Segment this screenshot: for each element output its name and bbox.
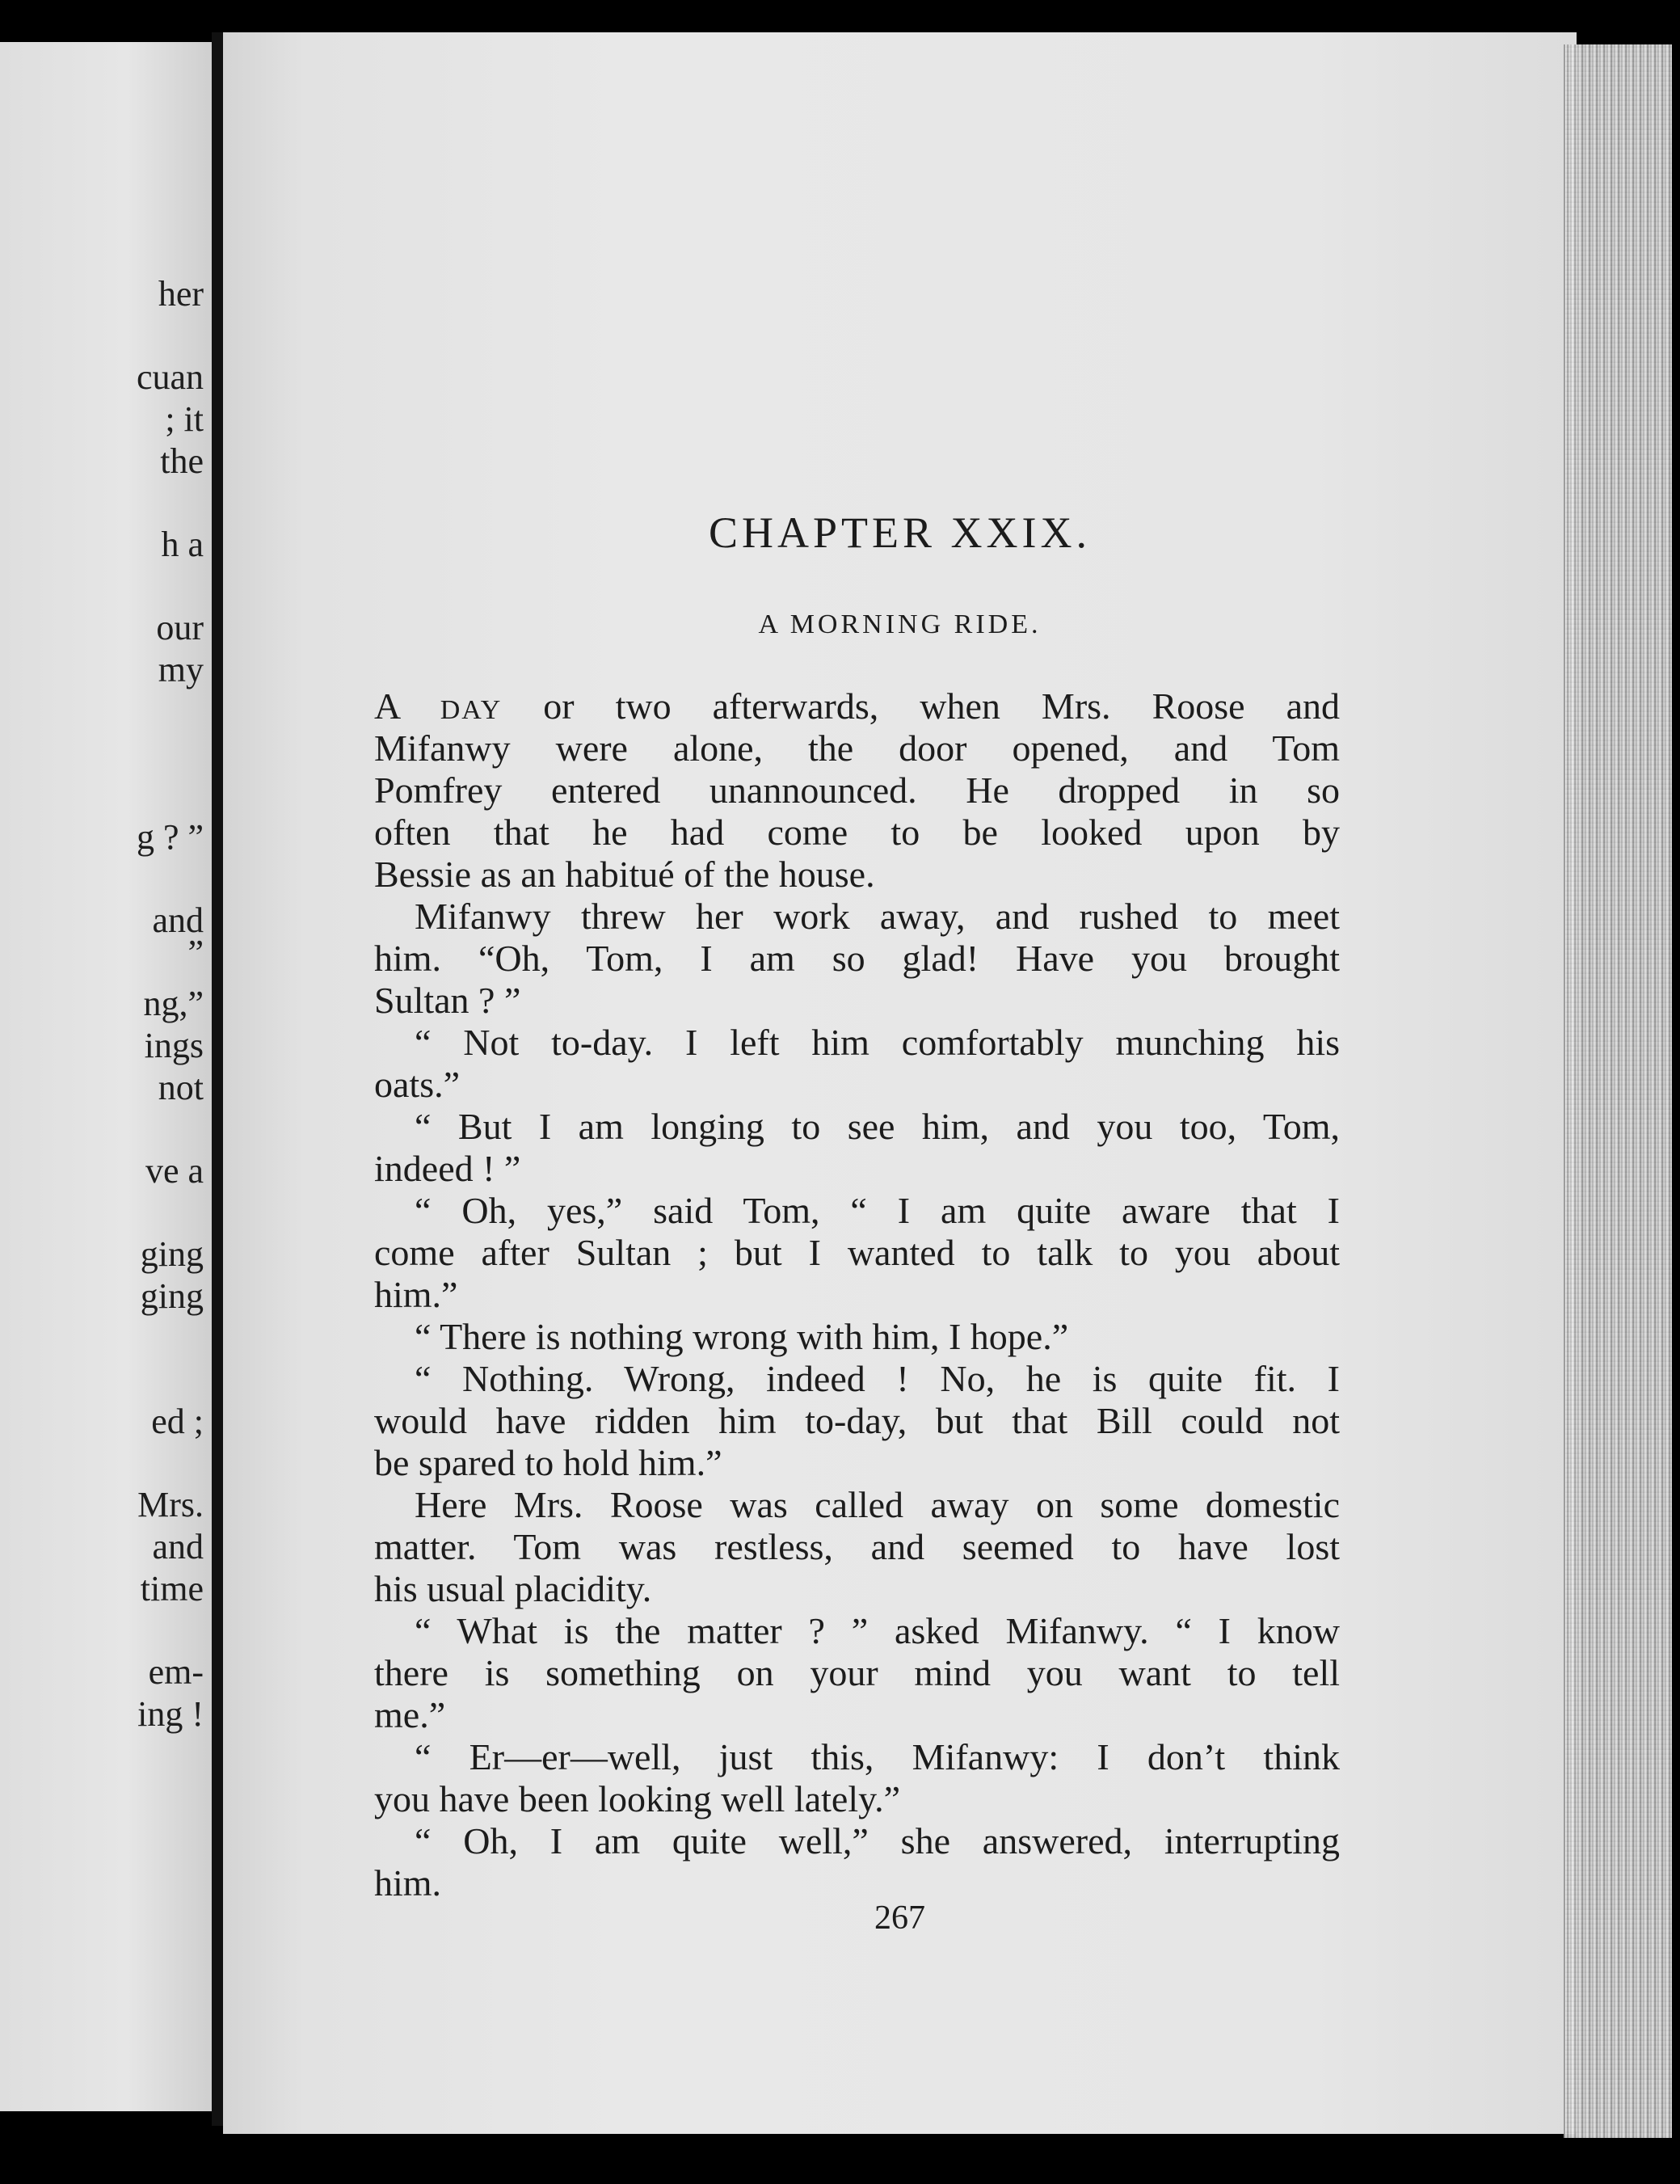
body-line: him. [374, 1862, 442, 1904]
prev-page-line: g ? ” [136, 817, 204, 857]
prev-page-line: ng,” [143, 984, 204, 1023]
body-line: Bessie as an habitué of the house. [374, 854, 875, 895]
prev-page-line: our [156, 608, 204, 647]
book-gutter [212, 32, 223, 2126]
body-line: Mifanwy were alone, the door opened, and Tom [374, 727, 1340, 769]
previous-page [0, 42, 212, 2111]
body-line: him.” [374, 1274, 458, 1315]
prev-page-line: time [140, 1569, 204, 1608]
body-line: oats.” [374, 1064, 461, 1105]
prev-page-line: and [152, 900, 204, 940]
body-line: “ Nothing. Wrong, indeed ! No, he is quite fit. I [415, 1358, 1340, 1399]
body-line: often that he had come to be looked upon by [374, 812, 1340, 853]
chapter-subtitle: A MORNING RIDE. [758, 609, 1042, 639]
chapter-body [374, 685, 1340, 1904]
body-line: “ There is nothing wrong with him, I hope.” [415, 1316, 1069, 1357]
body-line: come after Sultan ; but I wanted to talk to you about [374, 1232, 1340, 1273]
page-edges [1564, 44, 1672, 2138]
prev-page-line: cuan [136, 357, 204, 397]
body-line: indeed ! ” [374, 1148, 521, 1189]
prev-page-line: my [158, 650, 204, 689]
body-line: “ Oh, yes,” said Tom, “ I am quite aware that I [415, 1190, 1340, 1231]
body-line: “ Er—er—well, just this, Mifanwy: I don’t think [415, 1736, 1340, 1777]
prev-page-line: h a [161, 525, 204, 564]
body-line: “ What is the matter ? ” asked Mifanwy. “ I know [415, 1610, 1340, 1651]
page-number: 267 [874, 1899, 925, 1937]
prev-page-line: her [158, 274, 204, 314]
opening-word: A [374, 685, 399, 727]
prev-page-line: ings [144, 1026, 204, 1065]
prev-page-line: em- [148, 1652, 204, 1692]
prev-page-line: ging [140, 1234, 204, 1274]
body-line: “ Not to-day. I left him comfortably munching his [415, 1022, 1340, 1063]
prev-page-line: ” [187, 933, 204, 972]
body-line: you have been looking well lately.” [374, 1778, 901, 1819]
prev-page-line: ging [140, 1276, 204, 1316]
body-line: Sultan ? ” [374, 980, 521, 1021]
body-line: me.” [374, 1694, 446, 1735]
body-line: there is something on your mind you want to tell [374, 1652, 1340, 1693]
body-line: matter. Tom was restless, and seemed to have lost [374, 1526, 1340, 1567]
body-line: him. “Oh, Tom, I am so glad! Have you brought [374, 938, 1340, 979]
body-line: would have ridden him to-day, but that Bill could not [374, 1400, 1340, 1441]
body-line: his usual placidity. [374, 1568, 652, 1609]
prev-page-line: the [160, 441, 204, 481]
prev-page-line: ve a [145, 1151, 204, 1191]
prev-page-line: ; it [165, 399, 204, 439]
prev-page-line: and [152, 1527, 204, 1566]
prev-page-line: Mrs. [137, 1485, 204, 1524]
body-line: A DAY or two afterwards, when Mrs. Roose and [374, 685, 1341, 727]
body-line: Here Mrs. Roose was called away on some domestic [415, 1484, 1340, 1525]
body-line: be spared to hold him.” [374, 1442, 722, 1483]
small-caps-word: DAY [440, 695, 503, 725]
prev-page-line: ed ; [151, 1402, 204, 1441]
body-line: Pomfrey entered unannounced. He dropped in so [374, 769, 1340, 811]
prev-page-line: ing ! [137, 1694, 204, 1734]
body-line: “ But I am longing to see him, and you too, Tom, [415, 1106, 1340, 1147]
chapter-title: CHAPTER XXIX. [708, 508, 1091, 557]
body-line: Mifanwy threw her work away, and rushed to meet [415, 896, 1340, 937]
prev-page-line: not [158, 1068, 204, 1107]
body-line: “ Oh, I am quite well,” she answered, interrupting [415, 1820, 1340, 1861]
